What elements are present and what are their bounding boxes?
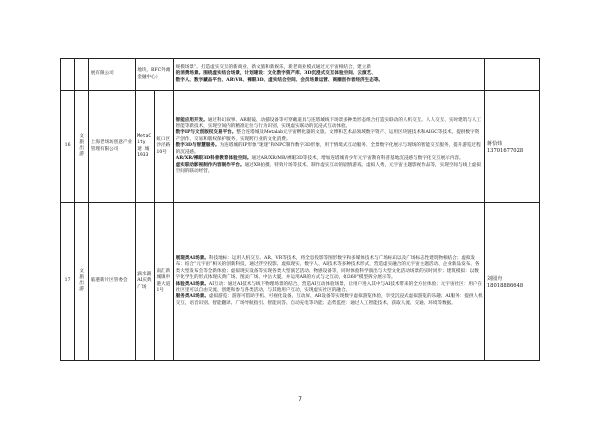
- contact-name: 刘圆舟: [486, 275, 503, 282]
- project-cell: 地块、BFC外滩金融中心）: [135, 59, 173, 91]
- table-row: [61, 59, 540, 91]
- description-cell: [174, 59, 485, 91]
- unit-cell: 展有限公司: [89, 59, 135, 91]
- contact-phone: 18018886648: [486, 282, 524, 289]
- contact-cell: [485, 59, 540, 91]
- contact-cell: [485, 203, 540, 361]
- project-label: MetaCity 迷 城 1933: [137, 133, 152, 158]
- description-paragraph: AR/XR/裸眼3D科普教育体验空间。通过AR/XR/MR/裸眼3D等技术，增加连塔城青少年元宇宙教育科普基地沉浸感与数字化交互展示内容。: [175, 156, 464, 162]
- description-paragraph: 体验类AI场景。AI互动：通过AI技术与线下物理场景的结合，营造AI互动体验场景，让用户进入其中与AI技术带来的全方位体验；元宇宙社区：用户在社区里可以自由交流、创建和参与各类活动，与其他用户互动，实现虚实社区的融合。: [175, 281, 483, 293]
- description-paragraph: 服务类AI场景。虚拟游览：游客可借助手机、可视化设备、互动屏、AR设备等实现数字虚拟游览体验，享受沉浸式虚拟游览的乐趣；AI服务：提供人机交互，语音识别、智能翻译、广场导航指引、智能问答、自动充电等功能；态势监控：通过人工智能技术，获取人流、交通、环境等数据。: [175, 294, 483, 306]
- category-label: 文旅出游: [79, 269, 85, 293]
- row-number-cell: 16: [61, 91, 75, 203]
- category-cell: [75, 91, 89, 203]
- row-number-cell: [61, 59, 75, 91]
- description-paragraph: 虚实联动影视制作内容制作平台。通过XR拍摄、特效片场等技术，制作虚实互动的剧情游戏、虚拟人秀，元宇宙主题影视作品等，实现空间与线上虚拟空间的联动经营。: [175, 162, 481, 174]
- description-paragraph: 展现类AI场景。科技地标：运用人机交互、AR、VR等技术，将全息投影等图形数字和多媒体技术与广场标识以及广场标志性建筑物相结合；虚拟发布：结合“元宇宙”相关的创新科技，通过浮空投影、虚拟现实、数字人、AI技术等多种技术形式，营造虚实融合的元宇宙主题活动、企业新品发布、各类大型发布会等全新体验；虚拟现实设备等实现各类大型演艺活动、物感设备等，同时体验科学演出与大型文化活动场景的实时同步；建筑模拟：以数字化学生的形式体现庆典广场、图灵广场、中岳大厦，并运用AR的方式与之互动，如360°模型拆分展示等。: [175, 255, 480, 281]
- project-cell: 滴水湖AI庆典广场: [135, 203, 154, 361]
- description-line: 数字人、数字藏品平台、AR\VR、裸眼3D、虚实结合空间、会员场景运营、商圈创作者经济生态等。: [175, 77, 384, 83]
- category-label: 文旅出游: [79, 134, 85, 158]
- category-cell: [75, 203, 89, 361]
- contact-phone: 13701677028: [486, 147, 524, 154]
- description-paragraph: 智能应用开发。通过科幻叙事、AR眼镜、动捕设备等可穿戴道具与连塔城线下场景多种类形态组合打造实联动的人机交互。人人交互、实时建筑与人工智能等新技术，实现空间内的精准定位与行为识别，实现虚实联动的沉浸式互动体验。: [175, 117, 482, 130]
- project-cell: [135, 91, 154, 203]
- row-number-cell: 17: [61, 203, 75, 361]
- unit-cell: 上海老场坊创意产业管理有限公司: [89, 91, 135, 203]
- category-cell: [75, 59, 89, 91]
- projects-table: [60, 58, 540, 361]
- description-line: 规模场景”。打造虚实交互的新商业、新文旅和新娱乐，新老商业模式通过元宇宙相结合，建立新: [175, 64, 371, 70]
- description-paragraph: 数字3D与智慧服务。为连塔城的IP形象“迷迷”和NPC制作数字3D形象，用于情境式互动服务、全景数字化展示与现场的智能交互服务，提升游览过程的沉浸感。: [175, 143, 481, 155]
- description-cell: [174, 91, 485, 203]
- description-cell: [174, 203, 485, 361]
- page-number: 7: [298, 396, 302, 403]
- description-paragraph: 数字IP与文创版权交易平台。整合连塔城及Metalab元宇宙孵化器的文旅、文博和艺术品领域数字资产、运用区块链技术和AIGC等技术，提供数字资产创作、交易和版权保护服务，实现跨行业的文化消费。: [175, 130, 480, 142]
- description-line: 的消费场景。围绕虚实结合场景，计划建设：文化数字资产库、3D沉浸式交互体验空间、云演艺、: [175, 71, 376, 77]
- address-cell: 南汇新城镇申港大道1号: [154, 203, 173, 361]
- contact-cell: [485, 91, 540, 203]
- table-row: [61, 203, 540, 361]
- contact-name: 蒋恰炜: [486, 140, 503, 147]
- unit-cell: 临港新片区管委会: [89, 203, 135, 361]
- table-row: [61, 91, 540, 203]
- address-cell: 虹口区沙泾路10号: [154, 91, 173, 203]
